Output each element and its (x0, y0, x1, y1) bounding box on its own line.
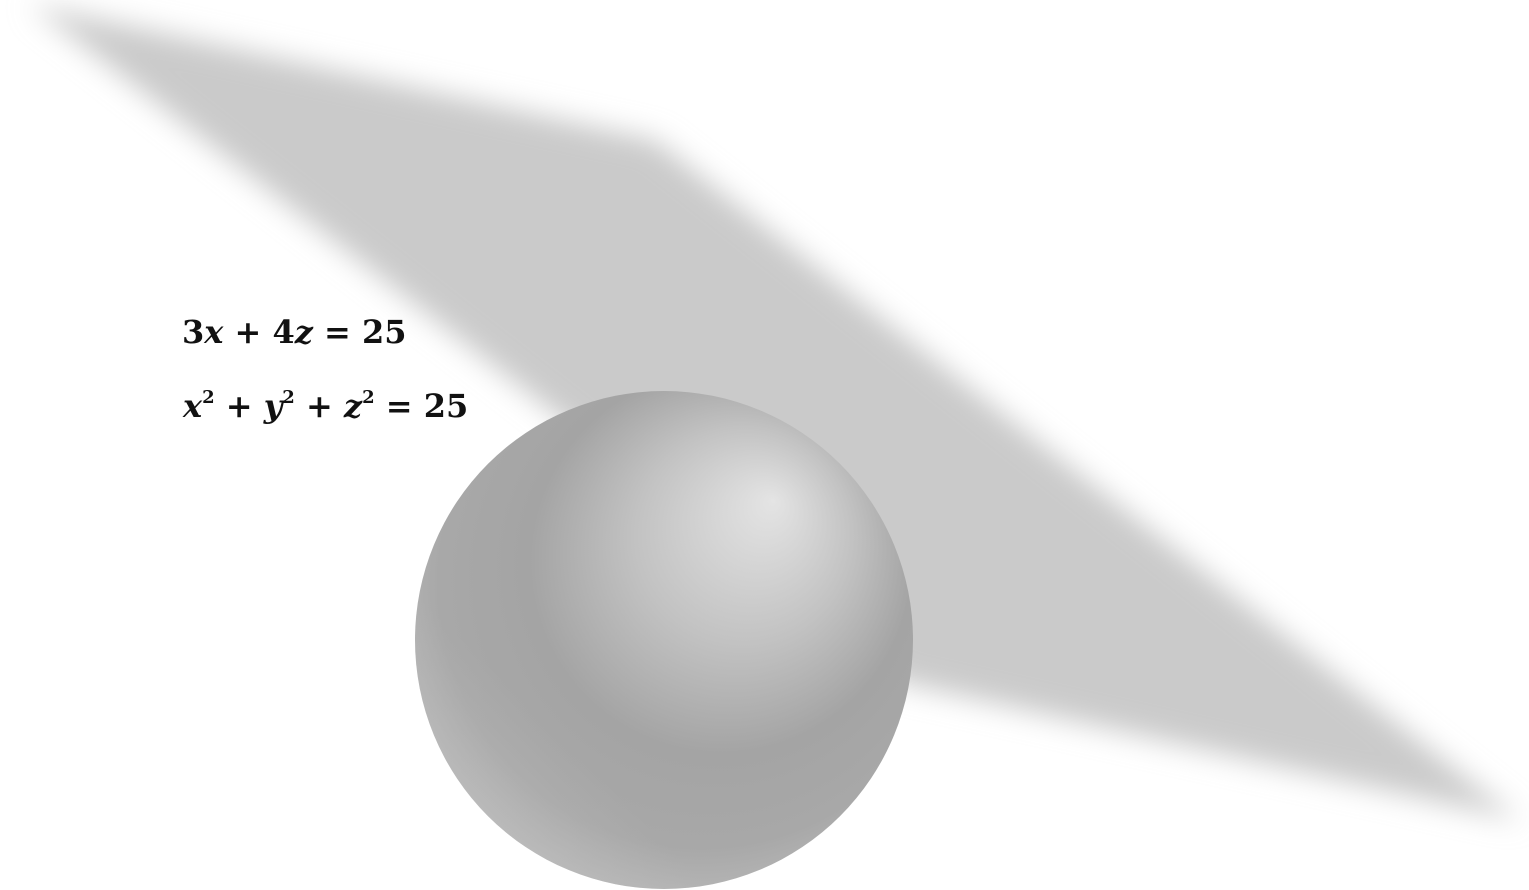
sphere-exp-x: 2 (202, 387, 215, 408)
sphere-var-y: y (263, 387, 283, 425)
sphere-shading-band (415, 391, 913, 889)
plane-equation-label (182, 313, 407, 351)
sphere-plus-2: + (305, 387, 333, 425)
plane-plus: + (234, 313, 262, 351)
sphere-var-x: x (183, 387, 203, 425)
sphere-equation-label (183, 387, 469, 425)
sphere-var-z: z (343, 387, 363, 425)
plane-coef-z: 4 (272, 313, 295, 351)
sphere-rhs: 25 (423, 387, 469, 425)
sphere-exp-y: 2 (282, 387, 295, 408)
plane-var-x: x (204, 313, 224, 351)
plane-var-z: z (294, 313, 313, 351)
plane-coef-x: 3 (182, 313, 205, 351)
sphere-exp-z: 2 (362, 387, 375, 408)
plane-equals: = (324, 313, 351, 351)
sphere-surface (415, 391, 913, 889)
plane-rhs: 25 (361, 313, 407, 351)
sphere-equals: = (385, 387, 413, 425)
sphere-plus-1: + (225, 387, 253, 425)
